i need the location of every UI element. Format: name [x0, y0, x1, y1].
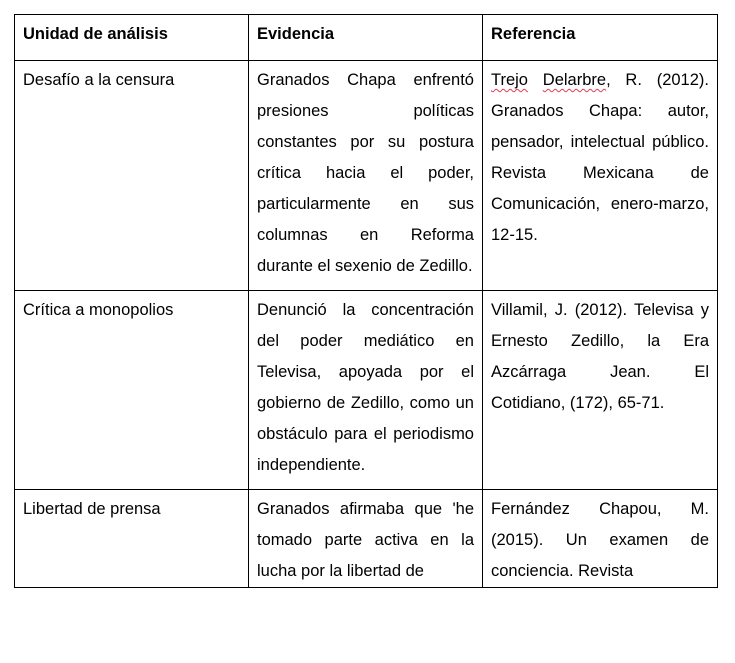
table-row — [15, 490, 718, 588]
header-referencia: Referencia — [483, 15, 718, 61]
reference-text: , R. (2012). Granados Chapa: autor, pensador, intelectual público. Revista Mexicana de Comunicación, enero-marzo, 12-15. — [491, 71, 709, 244]
cell-evidence: Granados Chapa enfrentó presiones políticas constantes por su postura crítica hacia el poder, particularmente en sus columnas en Reforma durante el sexenio de Zedillo. — [249, 61, 483, 291]
cell-unit: Desafío a la censura — [15, 61, 249, 291]
spellcheck-flagged-word[interactable]: Delarbre — [542, 71, 607, 89]
table-row — [15, 291, 718, 490]
analysis-table — [14, 14, 718, 588]
cell-evidence: Denunció la concentración del poder mediático en Televisa, apoyada por el gobierno de Zedillo, como un obstáculo para el periodismo independiente. — [249, 291, 483, 490]
header-evidencia: Evidencia — [249, 15, 483, 61]
cell-reference: Villamil, J. (2012). Televisa y Ernesto Zedillo, la Era Azcárraga Jean. El Cotidiano, (172), 65-71. — [483, 291, 718, 490]
cell-unit: Crítica a monopolios — [15, 291, 249, 490]
cell-reference — [483, 61, 718, 291]
cell-reference: Fernández Chapou, M. (2015). Un examen de conciencia. Revista — [483, 490, 718, 588]
table-row — [15, 61, 718, 291]
header-unidad: Unidad de análisis — [15, 15, 249, 61]
spellcheck-flagged-word[interactable]: Trejo — [491, 71, 528, 89]
cell-evidence: Granados afirmaba que 'he tomado parte activa en la lucha por la libertad de — [249, 490, 483, 588]
cell-unit: Libertad de prensa — [15, 490, 249, 588]
table-header-row — [15, 15, 718, 61]
